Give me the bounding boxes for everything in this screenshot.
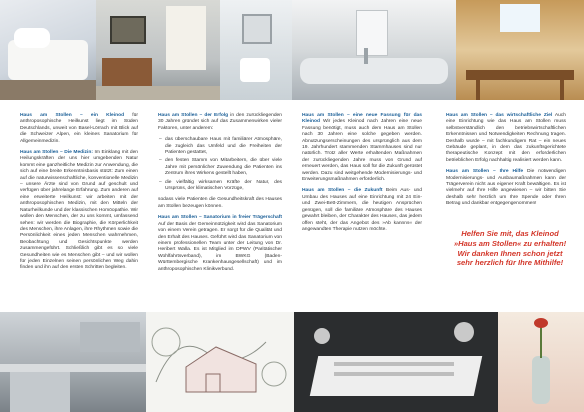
bottom-photo-strip	[0, 312, 584, 412]
paragraph-kleinod	[20, 113, 138, 145]
photo-kitchen	[0, 312, 146, 412]
paragraph-medizin	[20, 150, 138, 272]
column-4	[446, 113, 566, 213]
text-medizin: Im Einklang mit den Heilungskräften der uns hier umgebenden Natur kommt eine ganzheitliche Medizin zur Anwendung, die sich auf eine breite Erkenntnisbasis stützt: Zum einen auf die naturwissenschaftliche, konventionelle Medizin – unsere Ärzte sind von Grund auf geschult und verfügen über jahrelange Erfahrung. Zum anderen auf eine erweiterte Heilkunst: wir arbeiten mit der anthroposophischen Medizin, mit den Mitteln der Naturheilkunde und der klassischen Homöopathie. Wir wollen den Menschen, der zu uns kommt, umfassend sehen: wir werden die Biographie, die Körperlichkeit des Menschen, ihre Anlagen, ihre Rhythmen sowie die Persönlichkeit eines jeden Menschen wahrnehmen, Beobachtung und Gesichtspunkte werden zusammengeführt. Schließlich gibt es so viele Gesundheiten wie es Menschen gibt – und wir wollen für jeden Einzelnen seinen persönlichen Weg dahin finden und ihn auf den ersten Schritten begleiten.	[20, 150, 139, 271]
text-erfolg: in den zurückliegenden 30 Jahren gründet sich auf das Zusammenwirken vieler Faktoren, unter anderem:	[158, 113, 282, 131]
heading-traegerschaft: Haus am Stollen – Sanatorium in freier Trägerschaft	[158, 215, 282, 221]
photo-washbasin	[292, 0, 456, 100]
text-zukunft: Beim Aus- und Umbau des Hauses auf eine Einrichtung mit 24 Ein- und Zwei-Bett-Zimmern, die heutigen Ansprüchen genügen, soll die familiäre Atmosphäre des Hauses gewahrt bleiben, der Charakter des Hauses, das jedem offen steht, der das Angebot des »Ab kannns« der angewandten Therapie nutzen möchte.	[302, 188, 422, 232]
donation-appeal	[452, 229, 568, 268]
heading-fassung: Haus am Stollen – eine neue Fassung für das Kleinod	[302, 113, 422, 125]
photo-architectural-model	[294, 312, 498, 412]
photo-room-with-table	[96, 0, 220, 100]
list-item: – die vielfältig wirksamen Kräfte der Natur, des Ursprüns, der klimatischen Vorzüge,	[165, 180, 282, 193]
column-2	[158, 113, 282, 278]
paragraph-ziel	[446, 113, 566, 164]
text-columns	[0, 113, 584, 308]
photo-attic-room	[456, 0, 584, 100]
sketch-graphic	[146, 312, 294, 412]
list-item: – den festen Stamm von Mitarbeitern, die über viele Jahre mit persönlicher Zuwendung die Patienten ins Zentrum ihres Wirkens gestellt haben,	[165, 158, 282, 177]
heading-zukunft: Haus am Stollen – die Zukunft	[302, 188, 383, 194]
appeal-line: Wir danken Ihnen schon jetzt	[457, 248, 563, 258]
paragraph-erfolg-outro: sodass viele Patienten die Gesundheitskraft des Hauses am Stollen bezeugen können.	[158, 197, 282, 209]
column-1	[20, 113, 138, 277]
text-traegerschaft: Auf der Basis der Gemeinnützigkeit wird das Sanatorium von einem Verein getragen. Er sorgt für die Qualität und den Erhalt des Hauses. Geführt wird das Sanatorium von einem professionellen Team unter der Leitung von Dr. Heribert Walla. Es ist Mitglied im DPWV (Paritätischer Wohlfahrtsverband), im BWKG (Baden-Württembergische Krankenhausgesellschaft) und im anthroposophischen Klinikverbund.	[158, 221, 282, 272]
paragraph-zukunft	[302, 188, 422, 233]
paragraph-fassung	[302, 113, 422, 183]
appeal-line: »Haus am Stollen« zu erhalten!	[453, 238, 567, 248]
drawing-house-sketch	[146, 312, 294, 412]
paragraph-erfolg	[158, 113, 282, 132]
paragraph-traegerschaft	[158, 215, 282, 273]
heading-kleinod: Haus am Stollen – ein Kleinod	[20, 113, 125, 118]
text-kleinod: für anthroposophische Heilkunst liegt im Süden Deutschlands, unweit von Basel-Lörrach mit Blick auf die Schweizer Alpen, ein kleines Sanatorium für Allgemeinmedizin.	[20, 113, 138, 144]
heading-hilfe: Haus am Stollen – Ihre Hilfe	[446, 169, 524, 175]
photo-bathroom	[220, 0, 292, 100]
erfolg-list	[158, 137, 282, 192]
heading-medizin: Haus am Stollen – Die Medizin:	[20, 150, 93, 156]
text-ziel: Auch eine Einrichtung wie das Haus am Stollen muss selbstverständlich den betriebswirtschaftlichen Erkenntnissen und Notwendigkeiten Rechnung tragen. Deshalb wurde – mit fachkundigem Rat – ein neues Gebäude geplant, in dem das zukunftsgerichtete therapeutische Konzept mit den erforderlichen betrieblichen Erfolg nachhaltig realisiert werden kann.	[446, 113, 566, 163]
photo-bedroom	[0, 0, 96, 100]
column-3	[302, 113, 422, 238]
heading-erfolg: Haus am Stollen – der Erfolg	[158, 113, 229, 118]
photo-vase	[498, 312, 584, 412]
appeal-line: sehr herzlich für Ihre Mithilfe!	[456, 258, 564, 268]
list-item: – das überschaubare Haus mit familiärer Atmosphäre, die zugleich das Umfeld und die Freiheiten der Patienten gestattet,	[165, 137, 282, 156]
paragraph-hilfe	[446, 169, 566, 207]
text-hilfe: Die notwendigen Modernisierungs- und Ausbaumaßnahmen kann der Trägerverein nicht aus eigener Kraft bewältigen. Es ist vielmehr auf Ihre Hilfe angewiesen – wir bitten Sie deshalb sehr herzlich um Ihre Spende oder Ihren Betrag und dankbar entgegengenommen!	[446, 169, 566, 207]
text-fassung: Wir jedes Kleinod nach Jahren eine neue Fassung benötigt, muss auch dem Haus am Stollen nach 30 Jahren eine solche gegeben werden. Abnutzungserscheinungen des ursprünglich aus dem 19. Jahrhundert stammenden Stammhauses sind nur natürlich. Trotz aller Werte erhaltenden Maßnahmen der zurückliegenden Jahre muss von Grund auf erneuert werden, das Haus soll für die Zukunft gerüstet werden. Dazu sind weitgehende Modernisierungs- und Erweiterungsmaßnahmen erforderlich.	[302, 119, 422, 183]
heading-ziel: Haus am Stollen – das wirtschaftliche Ziel	[446, 113, 553, 118]
top-photo-strip	[0, 0, 584, 100]
appeal-line: Helfen Sie mit, das Kleinod	[461, 229, 559, 238]
